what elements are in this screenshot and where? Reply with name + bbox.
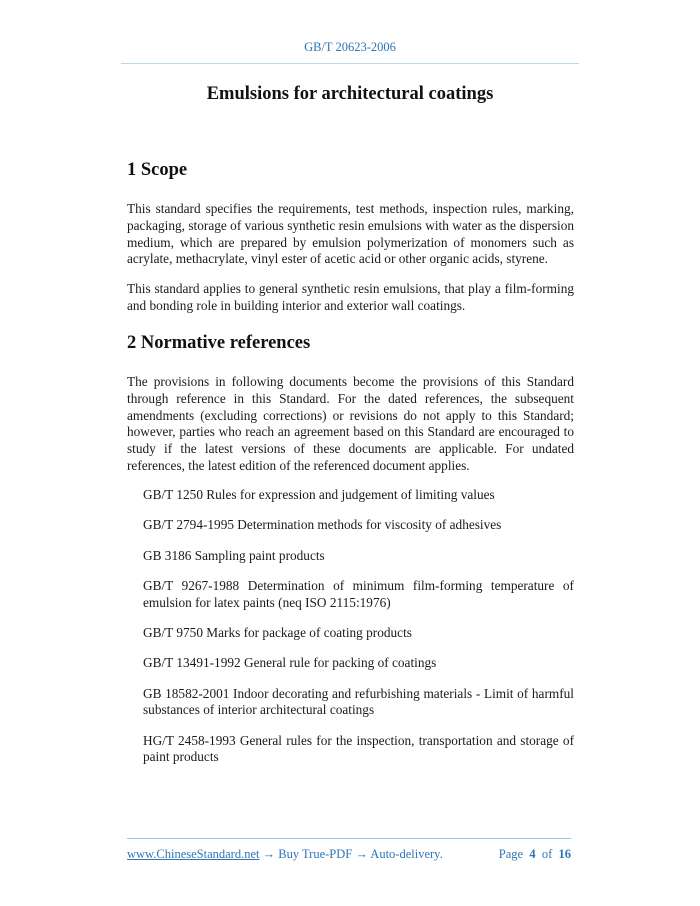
reference-list bbox=[143, 487, 574, 780]
section-heading-normative-references: 2 Normative references bbox=[127, 333, 311, 353]
normative-references-paragraph: The provisions in following documents become the provisions of this Standard through reference in this Standard. For the dated references, the subsequent amendments (excluding corrections) or revisions do not apply to this Standard; however, parties who reach an agreement based on this Standard are encouraged to study if the latest versions of these documents are applicable. For undated references, the latest edition of the referenced document applies. bbox=[127, 374, 574, 473]
footer-promo bbox=[127, 847, 443, 862]
running-header: GB/T 20623-2006 bbox=[304, 40, 396, 54]
document-title: Emulsions for architectural coatings bbox=[206, 84, 494, 104]
reference-item: GB/T 13491-1992 General rule for packing of coatings bbox=[143, 655, 437, 671]
website-link[interactable]: www.ChineseStandard.net bbox=[127, 847, 260, 861]
reference-item: GB/T 1250 Rules for expression and judgement of limiting values bbox=[143, 487, 495, 502]
page-total: 16 bbox=[558, 847, 571, 861]
reference-item: GB 3186 Sampling paint products bbox=[143, 547, 325, 563]
scope-paragraph-1: This standard specifies the requirements, test methods, inspection rules, marking, packaging, storage of various synthetic resin emulsions with water as the dispersion medium, which are prepared by emulsion polymerization of monomers such as acrylate, methacrylate, vinyl ester of acetic acid or other organic acids, styrene. bbox=[127, 201, 574, 267]
promo-text: → Buy True-PDF → Auto-delivery. bbox=[259, 847, 443, 861]
reference-item: GB/T 9267-1988 Determination of minimum film-forming temperature of emulsion for latex paints (neq ISO 2115:1976) bbox=[143, 577, 574, 610]
reference-item: GB/T 9750 Marks for package of coating products bbox=[143, 624, 412, 640]
scope-paragraph-2: This standard applies to general synthetic resin emulsions, that play a film-forming and bonding role in building interior and exterior wall coatings. bbox=[127, 281, 574, 313]
reference-item: HG/T 2458-1993 General rules for the inspection, transportation and storage of paint products bbox=[143, 732, 574, 765]
page-current: 4 bbox=[529, 847, 536, 861]
page-footer bbox=[127, 847, 571, 862]
reference-item: GB/T 2794-1995 Determination methods for viscosity of adhesives bbox=[143, 517, 502, 533]
page-label: Page bbox=[498, 847, 524, 861]
page-indicator bbox=[499, 847, 571, 862]
section-heading-scope: 1 Scope bbox=[127, 160, 188, 180]
reference-item: GB 18582-2001 Indoor decorating and refurbishing materials - Limit of harmful substances of interior architectural coatings bbox=[143, 685, 574, 718]
page-of-label: of bbox=[541, 847, 553, 861]
header-divider bbox=[121, 63, 579, 64]
footer-divider bbox=[127, 838, 571, 839]
